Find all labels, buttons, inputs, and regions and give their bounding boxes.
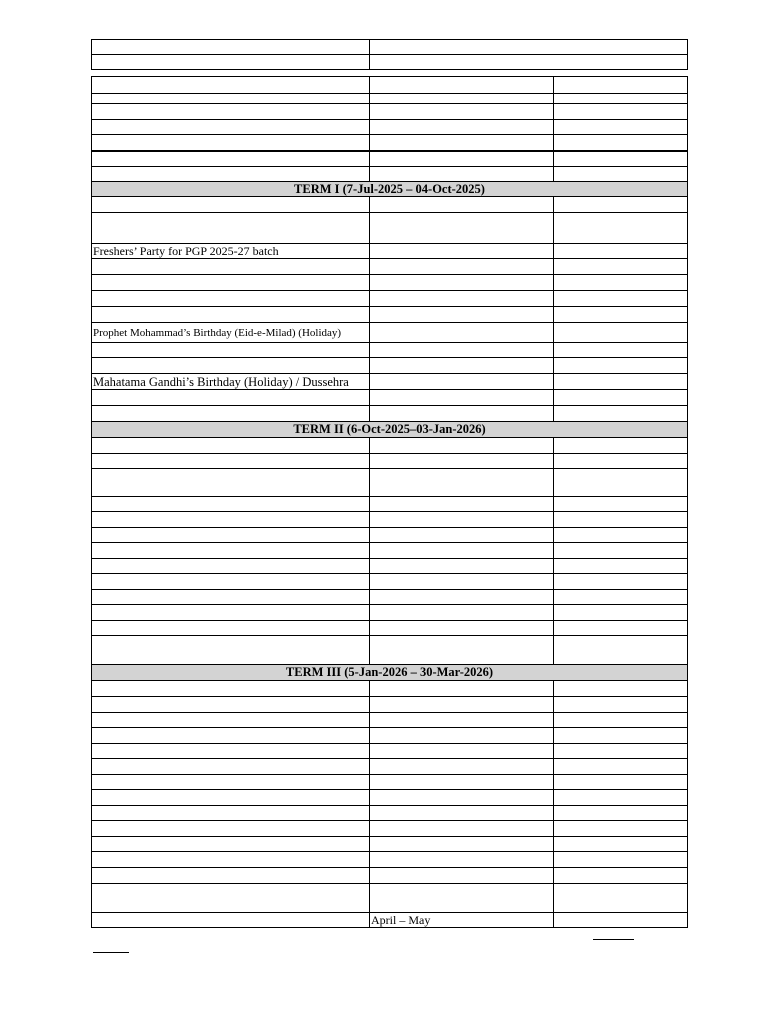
table-row [92,913,688,928]
day-cell [554,512,688,528]
date-cell [370,343,554,358]
date-cell [370,837,554,852]
table-row [92,497,688,512]
event-cell [92,790,370,806]
header-table [91,39,688,70]
table-row [92,744,688,759]
event-cell [92,868,370,884]
date-cell [370,244,554,259]
date-cell [370,291,554,307]
table-row [92,837,688,852]
table-row [92,213,688,244]
day-cell [554,167,688,182]
day-cell [554,884,688,913]
event-cell [92,358,370,374]
date-cell [370,77,554,94]
table-row [92,697,688,713]
day-cell [554,135,688,151]
day-cell [554,259,688,275]
day-cell [554,559,688,574]
day-cell [554,590,688,605]
day-cell [554,621,688,636]
date-cell [370,94,554,104]
event-cell [92,528,370,543]
event-cell [92,821,370,837]
table-row [92,574,688,590]
date-cell [370,390,554,406]
day-cell [554,275,688,291]
date-cell [370,559,554,574]
table-row [92,790,688,806]
day-cell [554,94,688,104]
day-cell [554,406,688,422]
term-title: TERM III (5-Jan-2026 – 30-Mar-2026) [92,665,688,681]
event-cell [92,837,370,852]
table-row [92,291,688,307]
table-row [92,151,688,167]
event-cell [92,469,370,497]
day-cell [554,775,688,790]
footer-rule [93,952,129,953]
date-cell [370,120,554,135]
table-row [92,104,688,120]
event-cell [92,291,370,307]
event-cell: Prophet Mohammad’s Birthday (Eid-e-Milad) (Holiday) [92,323,370,343]
day-cell [554,728,688,744]
date-cell [370,104,554,120]
day-cell [554,574,688,590]
event-cell [92,852,370,868]
event-cell: Mahatama Gandhi’s Birthday (Holiday) / Dussehra [92,374,370,390]
day-cell [554,605,688,621]
event-cell [92,390,370,406]
day-cell [554,543,688,559]
table-row [92,821,688,837]
term-header-row [92,182,688,197]
table-row [92,759,688,775]
table-row [92,167,688,182]
header-cell [92,55,370,70]
date-cell [370,497,554,512]
event-cell [92,275,370,291]
event-cell [92,759,370,775]
event-cell [92,543,370,559]
event-cell [92,77,370,94]
table-row [92,323,688,343]
date-cell [370,728,554,744]
term-title: TERM I (7-Jul-2025 – 04-Oct-2025) [92,182,688,197]
date-cell [370,358,554,374]
event-cell: Freshers’ Party for PGP 2025-27 batch [92,244,370,259]
event-cell [92,104,370,120]
date-cell [370,821,554,837]
term-header-row [92,422,688,438]
day-cell [554,821,688,837]
day-cell [554,244,688,259]
table-row [92,605,688,621]
table-row [92,713,688,728]
header-cell [370,40,688,55]
event-cell [92,120,370,135]
event-cell [92,213,370,244]
date-cell [370,135,554,151]
table-row [92,259,688,275]
table-row [92,884,688,913]
day-cell [554,697,688,713]
date-cell [370,151,554,167]
date-cell [370,167,554,182]
table-row [92,244,688,259]
day-cell [554,806,688,821]
date-cell [370,438,554,454]
day-cell [554,744,688,759]
term-header-row [92,665,688,681]
table-row [92,120,688,135]
date-cell [370,713,554,728]
date-cell [370,621,554,636]
day-cell [554,307,688,323]
event-cell [92,406,370,422]
day-cell [554,291,688,307]
table-row [92,590,688,605]
day-cell [554,323,688,343]
date-cell [370,636,554,665]
table-row [92,390,688,406]
date-cell [370,884,554,913]
date-cell [370,590,554,605]
table-row [92,636,688,665]
event-cell [92,697,370,713]
event-cell [92,454,370,469]
day-cell [554,374,688,390]
event-cell [92,497,370,512]
event-cell [92,681,370,697]
day-cell [554,104,688,120]
date-cell: April – May [370,913,554,928]
date-cell [370,806,554,821]
table-row [92,454,688,469]
date-cell [370,868,554,884]
day-cell [554,868,688,884]
event-cell [92,197,370,213]
signature-rule [593,939,634,940]
date-cell [370,681,554,697]
event-cell [92,512,370,528]
day-cell [554,790,688,806]
table-row [92,852,688,868]
event-cell [92,135,370,151]
event-cell [92,259,370,275]
date-cell [370,197,554,213]
event-cell [92,307,370,323]
day-cell [554,636,688,665]
table-row [92,55,688,70]
event-cell [92,913,370,928]
table-row [92,40,688,55]
date-cell [370,213,554,244]
table-row [92,868,688,884]
table-row [92,512,688,528]
date-cell [370,374,554,390]
table-row [92,275,688,291]
table-row [92,469,688,497]
table-row [92,728,688,744]
table-row [92,543,688,559]
table-row [92,438,688,454]
table-row [92,374,688,390]
event-cell [92,636,370,665]
day-cell [554,438,688,454]
table-row [92,559,688,574]
date-cell [370,605,554,621]
day-cell [554,454,688,469]
date-cell [370,512,554,528]
date-cell [370,574,554,590]
day-cell [554,852,688,868]
day-cell [554,213,688,244]
date-cell [370,775,554,790]
header-cell [92,40,370,55]
table-row [92,358,688,374]
event-cell [92,605,370,621]
day-cell [554,77,688,94]
date-cell [370,697,554,713]
day-cell [554,528,688,543]
event-cell [92,343,370,358]
date-cell [370,790,554,806]
date-cell [370,852,554,868]
date-cell [370,406,554,422]
table-row [92,681,688,697]
date-cell [370,759,554,775]
table-row [92,343,688,358]
table-row [92,307,688,323]
table-row [92,528,688,543]
event-cell [92,167,370,182]
day-cell [554,120,688,135]
day-cell [554,151,688,167]
day-cell [554,343,688,358]
event-cell [92,744,370,759]
header-cell [370,55,688,70]
date-cell [370,259,554,275]
event-cell [92,775,370,790]
event-cell [92,590,370,605]
date-cell [370,307,554,323]
day-cell [554,197,688,213]
day-cell [554,913,688,928]
date-cell [370,454,554,469]
event-cell [92,151,370,167]
day-cell [554,469,688,497]
date-cell [370,744,554,759]
date-cell [370,323,554,343]
day-cell [554,837,688,852]
day-cell [554,681,688,697]
table-row [92,197,688,213]
date-cell [370,275,554,291]
term-title: TERM II (6-Oct-2025–03-Jan-2026) [92,422,688,438]
day-cell [554,390,688,406]
event-cell [92,94,370,104]
date-cell [370,469,554,497]
calendar-table [91,76,688,928]
date-cell [370,528,554,543]
day-cell [554,358,688,374]
event-cell [92,884,370,913]
day-cell [554,497,688,512]
event-cell [92,574,370,590]
event-cell [92,559,370,574]
table-row [92,775,688,790]
date-cell [370,543,554,559]
event-cell [92,806,370,821]
table-row [92,406,688,422]
table-row [92,77,688,94]
table-row [92,621,688,636]
table-row [92,94,688,104]
event-cell [92,438,370,454]
event-cell [92,713,370,728]
event-cell [92,621,370,636]
day-cell [554,713,688,728]
table-row [92,135,688,151]
event-cell [92,728,370,744]
day-cell [554,759,688,775]
table-row [92,806,688,821]
